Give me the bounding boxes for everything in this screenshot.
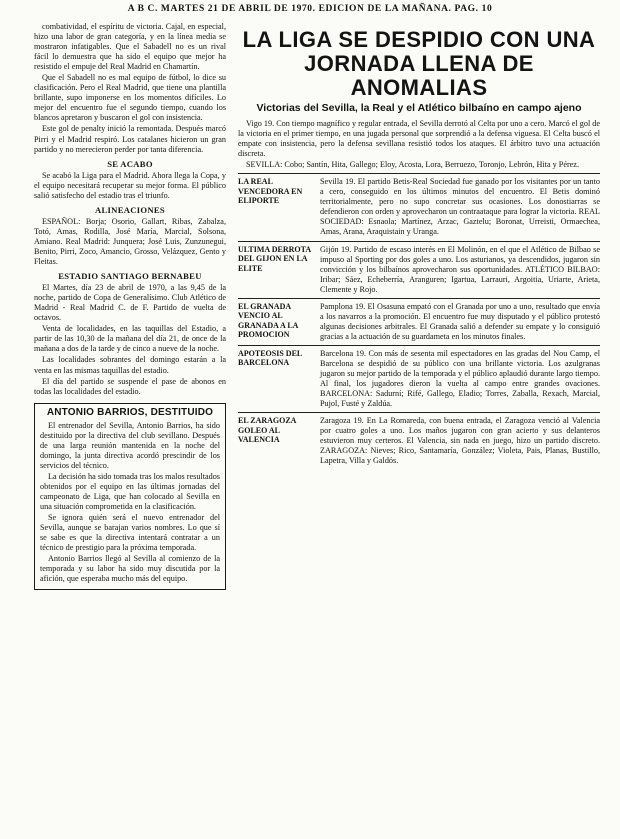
section-body: Sevilla 19. El partido Betis-Real Sociedad fue ganado por los visitantes por un tanto a cero, conseguido en los últimos minutos del encuentro. El Betis dominó territorialmente, pero no supo concretar sus ocasiones. Los donostiarras se defendieron con orden y aprovecharon un contraataque para lograr la victoria. REAL SOCIEDAD: Esnaola; Martínez, Arzac, Gaztelu; Boronat, Urreisti, Ormaechea, Amas, Arana, Araquistain y Uranga.: [320, 177, 600, 237]
subheading-se-acabo: SE ACABO: [107, 158, 153, 169]
intro-paragraph: Vigo 19. Con tiempo magnífico y regular entrada, el Sevilla derrotó al Celta por uno a cero. Marcó el gol de la victoria en el primer tiempo, en una jugada personal que sorprendió a la defensa viguesa. El Celta buscó el empate con insistencia, pero la defensa sevillana resistió todos los ataques. El árbitro tuvo una actuación discreta.: [238, 119, 600, 159]
intro-lineup: SEVILLA: Cobo; Santín, Hita, Gallego; Eloy, Acosta, Lora, Berruezo, Toronjo, Lebrón, Hita y Pérez.: [246, 160, 579, 170]
section-rule: [238, 412, 600, 413]
right-column: [238, 22, 600, 834]
section-heading: EL ZARAGOZA GOLEO AL VALENCIA: [238, 416, 297, 445]
running-head: A B C. MARTES 21 DE ABRIL DE 1970. EDICION DE LA MAÑANA. PAG. 10: [127, 4, 493, 14]
section-body: Gijón 19. Partido de escaso interés en El Molinón, en el que el Atlético de Bilbao se impuso al Sporting por dos goles a uno. Los asturianos, ya descendidos, jugaron sin convicción y los bilbaínos aprovecharon sus oportunidades. ATLÉTICO BILBAO: Iribar; Sáez, Echeberría, Aranguren; Igartua, Larrauri, Argoitia, Uriarte, Arieta, Clemente y Rojo.: [320, 244, 600, 294]
section-body: Pamplona 19. El Osasuna empató con el Granada por uno a uno, resultado que envía a los navarros a la promoción. El encuentro fue muy disputado y el público protestó algunas decisiones arbitrales. El Granada salió a defender su empate y lo consiguió gracias a la actuación de su guardameta en los minutos finales.: [320, 301, 600, 341]
box-paragraph: La decisión ha sido tomada tras los malos resultados obtenidos por el equipo en las últimas jornadas del campeonato de Liga, que han colocado al Sevilla en una situación comprometida en la clasificación.: [40, 471, 220, 512]
section-rule: [238, 345, 600, 346]
left-column: [34, 22, 226, 834]
section-body: Zaragoza 19. En La Romareda, con buena entrada, el Zaragoza venció al Valencia por cuatro goles a uno. Los maños jugaron con gran acierto y sus delanteros estuvieron muy certeros. El Valencia, sin nada en juego, hizo un partido discreto. ZARAGOZA: Nieves; Rico, Santamaría, González; Violeta, Pais, Planas, Bustillo, Lapetra, Villa y Galdós.: [320, 416, 600, 466]
subheading-alineaciones: ALINEACIONES: [95, 204, 165, 215]
headline-deck: Victorias del Sevilla, la Real y el Atlético bilbaíno en campo ajeno: [256, 102, 582, 114]
body-paragraph: El Martes, día 23 de abril de 1970, a las 9,45 de la noche, partido de Copa de Generalísimo. Club Atlético de Madrid - Real Madrid C. de F. Partido de vuelta de octavos.: [34, 283, 226, 323]
section-heading: LA REAL VENCEDORA EN ELIPORTE: [238, 177, 303, 206]
section-zaragoza: [238, 416, 600, 466]
body-paragraph: Venta de localidades, en las taquillas del Estadio, a partir de las 10,30 de la mañana del día 21, de once de la mañana a dos de la tarde y de cinco a nueve de la noche.: [34, 324, 226, 354]
lineups-paragraph: ESPAÑOL: Borja; Osorio, Gallart, Ribas, Zabalza, Totó, Amas, Rodilla, José María, Marcial, Solsona, Amiano. Real Madrid: Junquera; José Luis, Zunzunegui, Benito, Pirri, Zoco, Amancio, Grosso, Velázquez, Gento y Fleitas.: [34, 216, 226, 267]
section-rule: [238, 298, 600, 299]
body-paragraph: El día del partido se suspende el pase de abonos en todas las localidades del estadio.: [34, 376, 226, 396]
box-paragraph: El entrenador del Sevilla, Antonio Barrios, ha sido destituido por la directiva del club sevillano. Después de una larga reunión mantenida en la noche del domingo, la junta directiva acordó prescindir de los servicios del técnico.: [40, 420, 220, 470]
body-paragraph: Se acabó la Liga para el Madrid. Ahora llega la Copa, y el equipo necesitará recuperar su mejor forma. El público salió satisfecho del estadio tras el triunfo.: [34, 170, 226, 200]
section-real: [238, 177, 600, 237]
body-paragraph: Las localidades sobrantes del domingo estarán a la venta en las mismas taquillas del estadio.: [34, 355, 226, 375]
main-headline: LA LIGA SE DESPIDIO CON UNA JORNADA LLENA DE ANOMALIAS: [242, 27, 596, 100]
body-paragraph: Que el Sabadell no es mal equipo de fútbol, lo dice su clasificación. Pero el Real Madrid, que tiene una plantilla brillante, supo imponerse en los momentos difíciles. Lo mejor del encuentro fue el segundo tiempo, cuando los blancos apretaron y buscaron el gol con insistencia.: [34, 73, 226, 123]
subheading-estadio: ESTADIO SANTIAGO BERNABEU: [58, 271, 202, 282]
boxed-article-barrios: [34, 403, 226, 591]
body-paragraph: combatividad, el espíritu de victoria. Cajal, en especial, hizo una labor de gran categoría, y en la línea media se mostraron infatigables. Que el Sabadell no es un rival fácil lo demuestra que ha sido el equipo que mejor ha resistido el empuje del Real Madrid en Chamartín.: [34, 22, 226, 72]
body-paragraph: Este gol de penalty inició la remontada. Después marcó Pirri y el Madrid respiró. Los catalanes hicieron un gran partido y no merecieron perder por tanta diferencia.: [34, 124, 226, 154]
section-body: Barcelona 19. Con más de sesenta mil espectadores en las gradas del Nou Camp, el Barcelona se despidió de su público con una brillante victoria. Los azulgranas jugaron su mejor partido de la temporada y el público aplaudió durante largo tiempo. Al final, los jugadores dieron la vuelta al campo entre grandes ovaciones. BARCELONA: Sadurní; Rifé, Gallego, Eladio; Torres, Zaballa, Rexach, Marcial, Pujol, Fusté y Zaldúa.: [320, 348, 600, 409]
section-barcelona: [238, 349, 600, 409]
section-rule: [238, 173, 600, 174]
box-paragraph: Se ignora quién será el nuevo entrenador del Sevilla, aunque se barajan varios nombres. Lo que sí se sabe es que la directiva intentará contratar a un técnico de prestigio para la próxima temporada.: [40, 513, 220, 553]
section-gijon: [238, 245, 600, 295]
section-heading: ULTIMA DERROTA DEL GIJON EN LA ELITE: [238, 244, 311, 273]
section-heading: APOTEOSIS DEL BARCELONA: [238, 348, 302, 368]
section-heading: EL GRANADA VENCIO AL GRANADA A LA PROMOCION: [238, 301, 299, 340]
section-rule: [238, 241, 600, 242]
box-title: ANTONIO BARRIOS, DESTITUIDO: [46, 406, 214, 418]
box-paragraph: Antonio Barrios llegó al Sevilla al comienzo de la temporada y su labor ha sido muy discutida por la afición, que esperaba mucho más del equipo.: [40, 554, 220, 584]
section-granada: [238, 302, 600, 342]
